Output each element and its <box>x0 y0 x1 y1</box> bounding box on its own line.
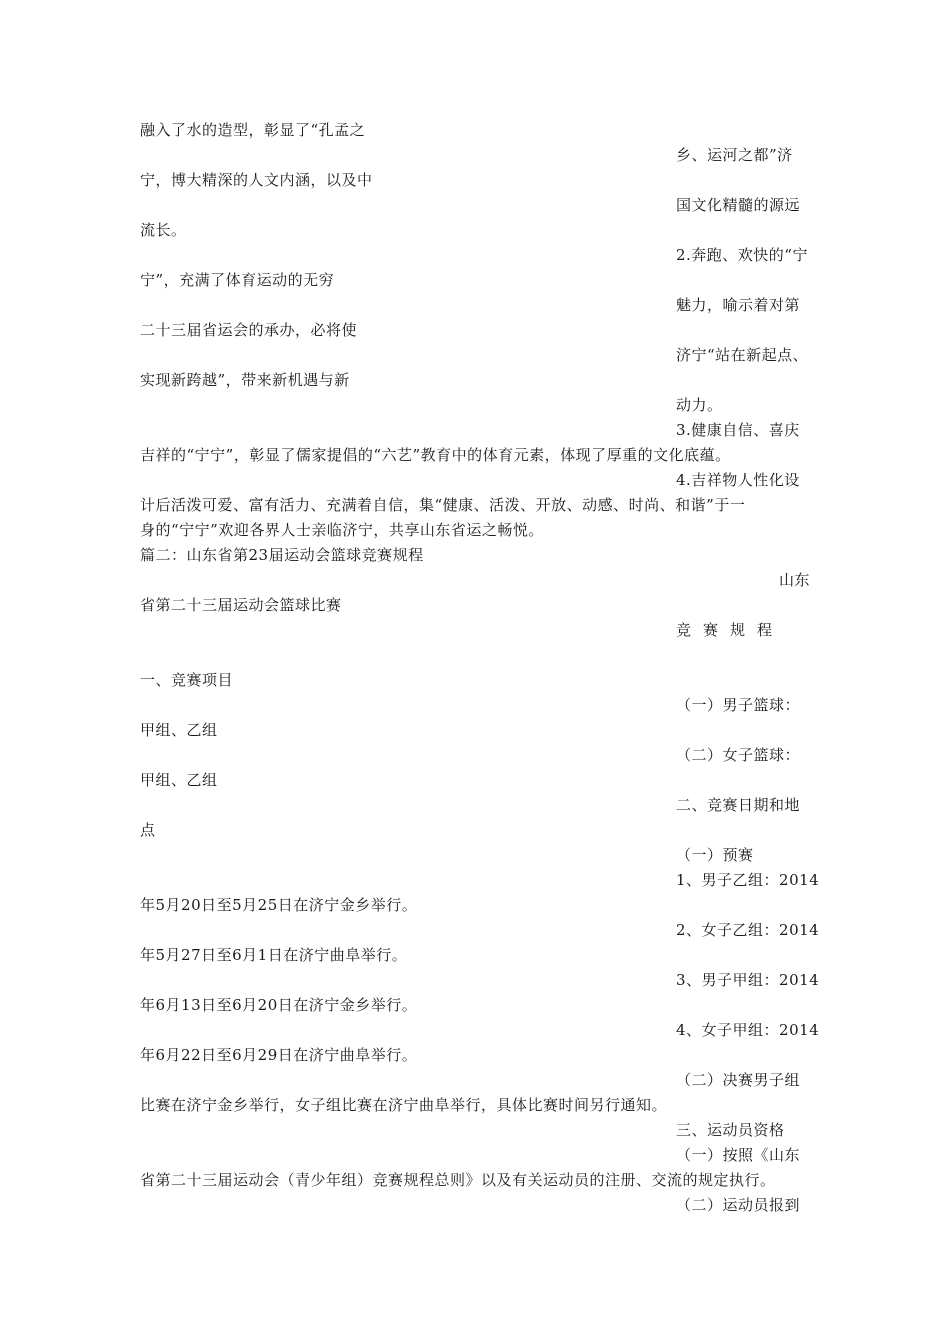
text-line: （二）决赛男子组 <box>676 1071 801 1089</box>
text-line: 流长。 <box>140 221 187 239</box>
section-heading: 篇二：山东省第23届运动会篮球竞赛规程 <box>140 546 424 564</box>
text-line: （一）男子篮球： <box>676 696 801 714</box>
text-line: （一）按照《山东 <box>676 1146 801 1164</box>
text-line: 点 <box>140 821 156 839</box>
text-line: 2、女子乙组：2014 <box>676 921 820 939</box>
text-line: 乡、运河之都”济 <box>676 146 793 164</box>
text-line: 年6月13日至6月20日在济宁金乡举行。 <box>140 996 418 1014</box>
text-line: 二、竞赛日期和地 <box>676 796 801 814</box>
text-line: 计后活泼可爱、富有活力、充满着自信，集“健康、活泼、开放、动感、时尚、和谐”于一 <box>140 496 746 514</box>
text-line: 年5月27日至6月1日在济宁曲阜举行。 <box>140 946 408 964</box>
text-line: 4、女子甲组：2014 <box>676 1021 820 1039</box>
text-line: 二十三届省运会的承办，必将使 <box>140 321 358 339</box>
text-line: 三、运动员资格 <box>676 1121 785 1139</box>
text-line: 国文化精髓的源远 <box>676 196 801 214</box>
text-line: 一、竞赛项目 <box>140 671 234 689</box>
text-line: 吉祥的“宁宁”，彰显了儒家提倡的“六艺”教育中的体育元素，体现了厚重的文化底蕴。 <box>140 446 731 464</box>
text-line: 1、男子乙组：2014 <box>676 871 820 889</box>
text-line: 济宁“站在新起点、 <box>676 346 809 364</box>
text-line: 融入了水的造型，彰显了“孔孟之 <box>140 121 366 139</box>
text-line: 动力。 <box>676 396 723 414</box>
text-line: 年5月20日至5月25日在济宁金乡举行。 <box>140 896 418 914</box>
text-line: （一）预赛 <box>676 846 754 864</box>
text-line: 宁，博大精深的人文内涵，以及中 <box>140 171 373 189</box>
text-line: 比赛在济宁金乡举行，女子组比赛在济宁曲阜举行，具体比赛时间另行通知。 <box>140 1096 668 1114</box>
text-line: （二）女子篮球： <box>676 746 801 764</box>
text-line: 3.健康自信、喜庆 <box>676 421 800 439</box>
text-line: 省第二十三届运动会（青少年组）竞赛规程总则》以及有关运动员的注册、交流的规定执行。 <box>140 1171 776 1189</box>
text-line: 甲组、乙组 <box>140 771 218 789</box>
text-line: 省第二十三届运动会篮球比赛 <box>140 596 342 614</box>
text-line: 2.奔跑、欢快的“宁 <box>676 246 808 264</box>
text-line: 身的“宁宁”欢迎各界人士亲临济宁，共享山东省运之畅悦。 <box>140 521 544 539</box>
text-line: 魅力，喻示着对第 <box>676 296 801 314</box>
text-line: 实现新跨越”，带来新机遇与新 <box>140 371 350 389</box>
text-line: 山东 <box>778 571 810 589</box>
text-line: 4.吉祥物人性化设 <box>676 471 800 489</box>
text-line: 甲组、乙组 <box>140 721 218 739</box>
text-line: 年6月22日至6月29日在济宁曲阜举行。 <box>140 1046 418 1064</box>
document-title: 竞赛规程 <box>676 621 785 639</box>
text-line: （二）运动员报到 <box>676 1196 801 1214</box>
text-line: 宁”，充满了体育运动的无穷 <box>140 271 335 289</box>
text-line: 3、男子甲组：2014 <box>676 971 820 989</box>
